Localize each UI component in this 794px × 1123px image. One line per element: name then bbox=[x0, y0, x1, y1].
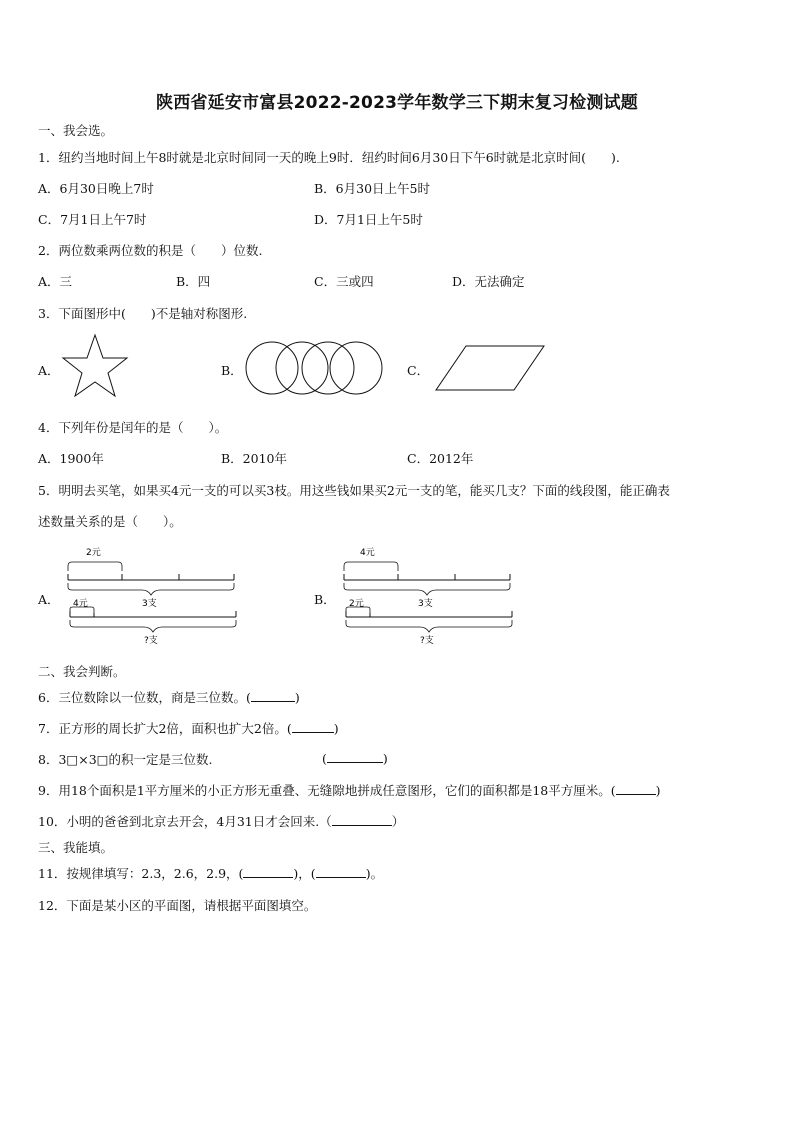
q7-close: ) bbox=[333, 721, 339, 736]
q1-option-b: B．6月30日上午5时 bbox=[314, 181, 430, 196]
q6-line bbox=[38, 688, 300, 706]
q6-answer-blank[interactable] bbox=[251, 689, 295, 702]
q6-stem: 6．三位数除以一位数，商是三位数。( bbox=[38, 690, 251, 705]
q3-option-a: A． bbox=[38, 363, 60, 378]
q2-option-a: A．三 bbox=[38, 274, 73, 289]
q11-answer-blank-1[interactable] bbox=[243, 865, 293, 878]
q2-option-d: D．无法确定 bbox=[452, 274, 525, 289]
line-segment-diagram-b bbox=[338, 543, 518, 651]
q11-line bbox=[38, 864, 383, 882]
q2-stem: 2．两位数乘两位数的积是（ ）位数. bbox=[38, 243, 263, 258]
section-3-heading: 三、我能填。 bbox=[38, 840, 114, 855]
q8-answer-blank[interactable] bbox=[327, 750, 383, 763]
q9-line bbox=[38, 781, 661, 799]
overlapping-circles-figure bbox=[244, 339, 384, 397]
section-2-heading: 二、我会判断。 bbox=[38, 664, 126, 679]
q1-option-c: C．7月1日上午7时 bbox=[38, 212, 147, 227]
q5-option-b: B． bbox=[314, 592, 336, 607]
q3-option-b: B． bbox=[221, 363, 243, 378]
section-1-heading: 一、我会选。 bbox=[38, 123, 114, 138]
q11-close: )。 bbox=[365, 866, 384, 881]
diagram-a-bottom-price: 4元 bbox=[73, 599, 88, 609]
q5-option-a: A． bbox=[38, 592, 60, 607]
q11-stem: 11．按规律填写：2.3，2.6，2.9，( bbox=[38, 866, 244, 881]
q4-option-a: A．1900年 bbox=[38, 451, 104, 466]
diagram-a-top-price: 2元 bbox=[86, 548, 101, 558]
q4-stem: 4．下列年份是闰年的是（ ）。 bbox=[38, 420, 228, 435]
diagram-b-bottom-label: ?支 bbox=[420, 636, 434, 646]
q8-stem: 8．3□×3□的积一定是三位数. bbox=[38, 752, 213, 767]
q11-mid: )，( bbox=[293, 866, 316, 881]
diagram-b-top-price: 4元 bbox=[360, 548, 375, 558]
q8-close: ) bbox=[382, 751, 388, 766]
q7-stem: 7．正方形的周长扩大2倍，面积也扩大2倍。( bbox=[38, 721, 292, 736]
q8-open: ( bbox=[322, 751, 327, 766]
q7-line bbox=[38, 719, 339, 737]
line-segment-diagram-a bbox=[62, 543, 242, 651]
parallelogram-figure bbox=[434, 344, 546, 392]
q5-stem-line-1: 5．明明去买笔，如果买4元一支的可以买3枝。用这些钱如果买2元一支的笔，能买几支？下面的线段图，能正确表 bbox=[38, 483, 670, 498]
diagram-b-mid-label: 3支 bbox=[418, 599, 433, 609]
q8-answer bbox=[322, 750, 388, 766]
q3-stem: 3．下面图形中( )不是轴对称图形. bbox=[38, 306, 248, 321]
q10-stem: 10．小明的爸爸到北京去开会，4月31日才会回来.（ bbox=[38, 814, 332, 829]
q2-option-c: C．三或四 bbox=[314, 274, 374, 289]
q4-option-c: C．2012年 bbox=[407, 451, 474, 466]
diagram-b-bottom-price: 2元 bbox=[349, 599, 364, 609]
q5-stem-line-2: 述数量关系的是（ ）。 bbox=[38, 514, 182, 529]
star-figure bbox=[60, 333, 130, 399]
page-title: 陕西省延安市富县2022-2023学年数学三下期末复习检测试题 bbox=[156, 93, 638, 113]
q1-option-d: D．7月1日上午5时 bbox=[314, 212, 423, 227]
q4-option-b: B．2010年 bbox=[221, 451, 287, 466]
q3-option-c: C． bbox=[407, 363, 430, 378]
q11-answer-blank-2[interactable] bbox=[316, 865, 366, 878]
q9-answer-blank[interactable] bbox=[616, 782, 656, 795]
q12-stem: 12．下面是某小区的平面图，请根据平面图填空。 bbox=[38, 898, 317, 913]
q6-close: ) bbox=[294, 690, 300, 705]
q9-stem: 9．用18个面积是1平方厘米的小正方形无重叠、无缝隙地拼成任意图形，它们的面积都是18平方厘米。( bbox=[38, 783, 616, 798]
q10-close: ） bbox=[391, 814, 405, 829]
q2-option-b: B．四 bbox=[176, 274, 211, 289]
diagram-a-bottom-label: ?支 bbox=[144, 636, 158, 646]
q10-answer-blank[interactable] bbox=[332, 813, 392, 826]
q1-option-a: A．6月30日晚上7时 bbox=[38, 181, 154, 196]
q9-close: ) bbox=[655, 783, 661, 798]
q1-stem: 1．纽约当地时间上午8时就是北京时间同一天的晚上9时．纽约时间6月30日下午6时就是北京时间( ). bbox=[38, 150, 620, 165]
q7-answer-blank[interactable] bbox=[292, 720, 334, 733]
diagram-a-mid-label: 3支 bbox=[142, 599, 157, 609]
q10-line bbox=[38, 812, 404, 830]
